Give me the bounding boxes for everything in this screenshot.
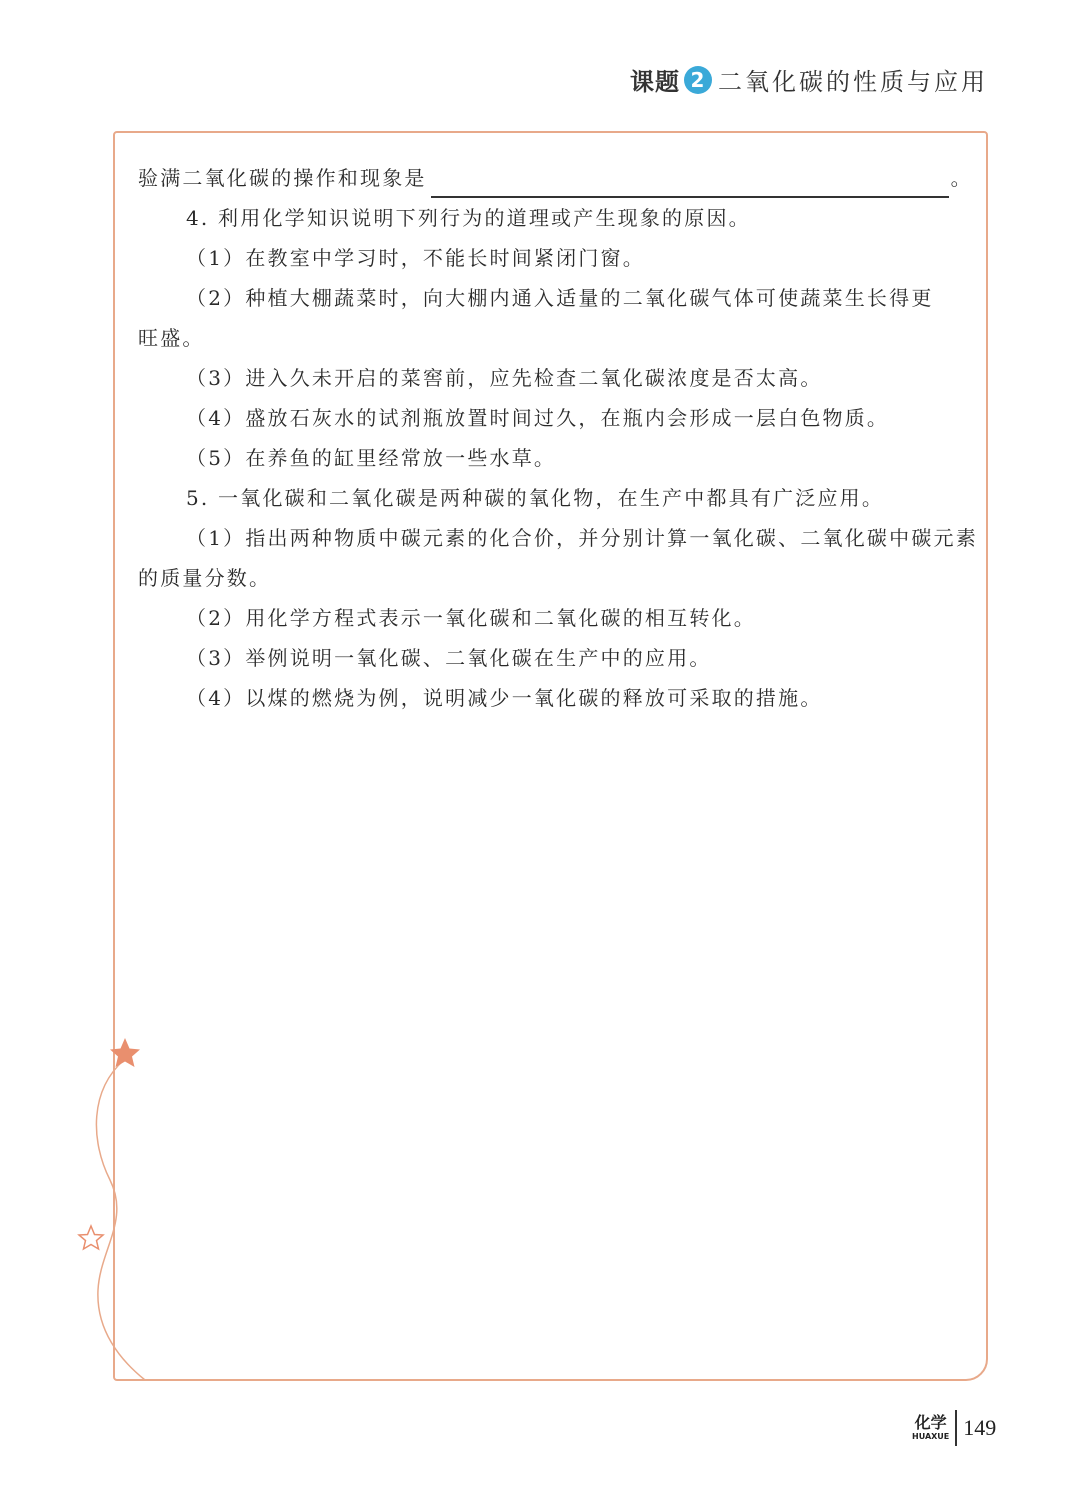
outline-star-icon [79,1226,103,1249]
answer-blank[interactable] [431,168,949,198]
star-decoration [70,1030,160,1390]
question-4: 4. 利用化学知识说明下列行为的道理或产生现象的原因。 [186,206,751,230]
page-footer [912,1410,996,1446]
verify-prefix: 验满二氧化碳的操作和现象是 [138,166,427,190]
question-4-2: （2）种植大棚蔬菜时，向大棚内通入适量的二氧化碳气体可使蔬菜生长得更 [186,286,934,310]
question-4-4: （4）盛放石灰水的试剂瓶放置时间过久，在瓶内会形成一层白色物质。 [186,406,890,430]
question-4-1: （1）在教室中学习时，不能长时间紧闭门窗。 [186,246,645,270]
question-5-1-cont: 的质量分数。 [138,566,272,590]
question-4-3: （3）进入久未开启的菜窖前，应先检查二氧化碳浓度是否太高。 [186,366,823,390]
subject-pinyin: HUAXUE [912,1432,950,1441]
subject-logo [912,1414,949,1442]
question-5-4: （4）以煤的燃烧为例，说明减少一氧化碳的释放可采取的措施。 [186,686,823,710]
exercise-content [138,158,978,718]
subject-name: 化学 [914,1413,947,1432]
question-5-3: （3）举例说明一氧化碳、二氧化碳在生产中的应用。 [186,646,712,670]
filled-star-icon [110,1038,140,1067]
footer-divider [955,1410,957,1446]
question-5: 5. 一氧化碳和二氧化碳是两种碳的氧化物，在生产中都具有广泛应用。 [186,486,885,510]
verify-suffix: 。 [950,166,973,190]
topic-label: 课题 [630,68,680,96]
ribbon-line [96,1060,145,1380]
question-5-2: （2）用化学方程式表示一氧化碳和二氧化碳的相互转化。 [186,606,756,630]
question-4-5: （5）在养鱼的缸里经常放一些水草。 [186,446,557,470]
page-number: 149 [963,1415,997,1440]
topic-title: 二氧化碳的性质与应用 [718,68,988,96]
topic-number-badge: 2 [684,66,712,94]
question-5-1: （1）指出两种物质中碳元素的化合价，并分别计算一氧化碳、二氧化碳中碳元素 [186,526,978,550]
verify-line [138,158,973,198]
page-header [630,62,988,97]
question-4-2-cont: 旺盛。 [138,326,205,350]
